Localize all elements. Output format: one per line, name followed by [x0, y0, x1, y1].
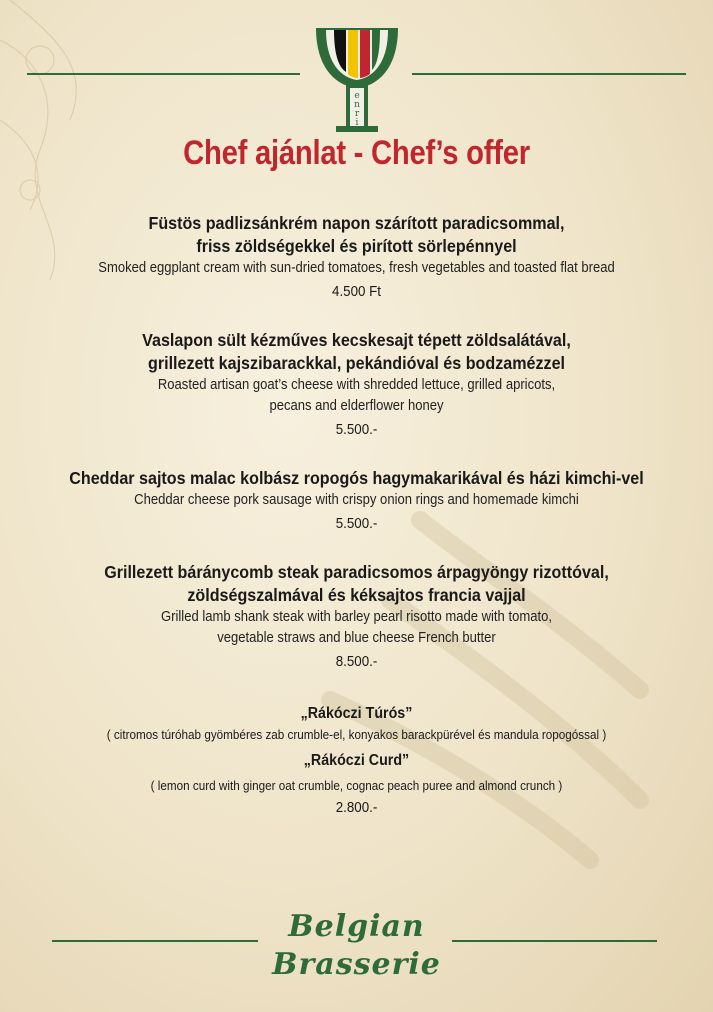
logo-letter: r [354, 109, 360, 119]
logo-letter: n [354, 100, 360, 110]
top-left-rule [27, 73, 300, 75]
item-english-description: Cheddar cheese pork sausage with crispy onion rings and homemade kimchi [134, 492, 579, 508]
item-price: 8.500.- [335, 654, 378, 670]
henri-goblet-logo [312, 22, 402, 134]
top-right-rule [412, 73, 686, 75]
dessert-price: 2.800.- [335, 800, 378, 816]
menu-list [0, 212, 713, 819]
item-hungarian-name: Grillezett báránycomb steak paradicsomos árpagyöngy rizottóval, [104, 562, 609, 582]
item-price: 5.500.- [335, 422, 378, 438]
item-hungarian-name: Vaslapon sült kézműves kecskesajt tépett zöldsalátával, [142, 330, 571, 350]
page-title: Chef ajánlat - Chef’s offer [183, 134, 530, 172]
menu-item [0, 561, 713, 673]
dessert-english-name: „Rákóczi Curd” [303, 752, 410, 769]
item-english-description: Smoked eggplant cream with sun-dried tomatoes, fresh vegetables and toasted flat bread [98, 260, 615, 276]
dessert-item [0, 703, 713, 819]
item-hungarian-name: grillezett kajszibarackkal, pekándióval és bodzamézzel [148, 353, 565, 373]
item-english-description: Grilled lamb shank steak with barley pearl risotto made with tomato, [161, 609, 552, 625]
brand-logo-text [0, 908, 713, 984]
dessert-hungarian-description: ( citromos túróhab gyömbéres zab crumble-el, konyakos barackpürével és mandula ropogóssal ) [106, 727, 607, 742]
logo-letter: e [354, 91, 360, 101]
item-hungarian-name: Füstös padlizsánkrém napon szárított paradicsommal, [148, 213, 565, 233]
brand-line-belgian: Belgian [288, 909, 425, 944]
item-english-description: Roasted artisan goat’s cheese with shredded lettuce, grilled apricots, [157, 377, 556, 393]
item-hungarian-name: friss zöldségekkel és pirított sörlepénnyel [196, 236, 517, 256]
menu-item [0, 329, 713, 441]
menu-item [0, 467, 713, 535]
item-hungarian-name: zöldségszalmával és kéksajtos francia vajjal [187, 585, 526, 605]
logo-letter: i [355, 118, 359, 128]
item-hungarian-name: Cheddar sajtos malac kolbász ropogós hagymakarikával és házi kimchi-vel [69, 468, 644, 488]
item-english-description: pecans and elderflower honey [269, 398, 444, 414]
dessert-english-description: ( lemon curd with ginger oat crumble, cognac peach puree and almond crunch ) [150, 778, 563, 793]
item-price: 4.500 Ft [332, 284, 381, 300]
item-price: 5.500.- [335, 516, 378, 532]
item-english-description: vegetable straws and blue cheese French butter [217, 630, 496, 646]
menu-item [0, 212, 713, 303]
brand-line-brasserie: Brasserie [272, 947, 441, 982]
dessert-hungarian-name: „Rákóczi Túrós” [300, 705, 413, 722]
